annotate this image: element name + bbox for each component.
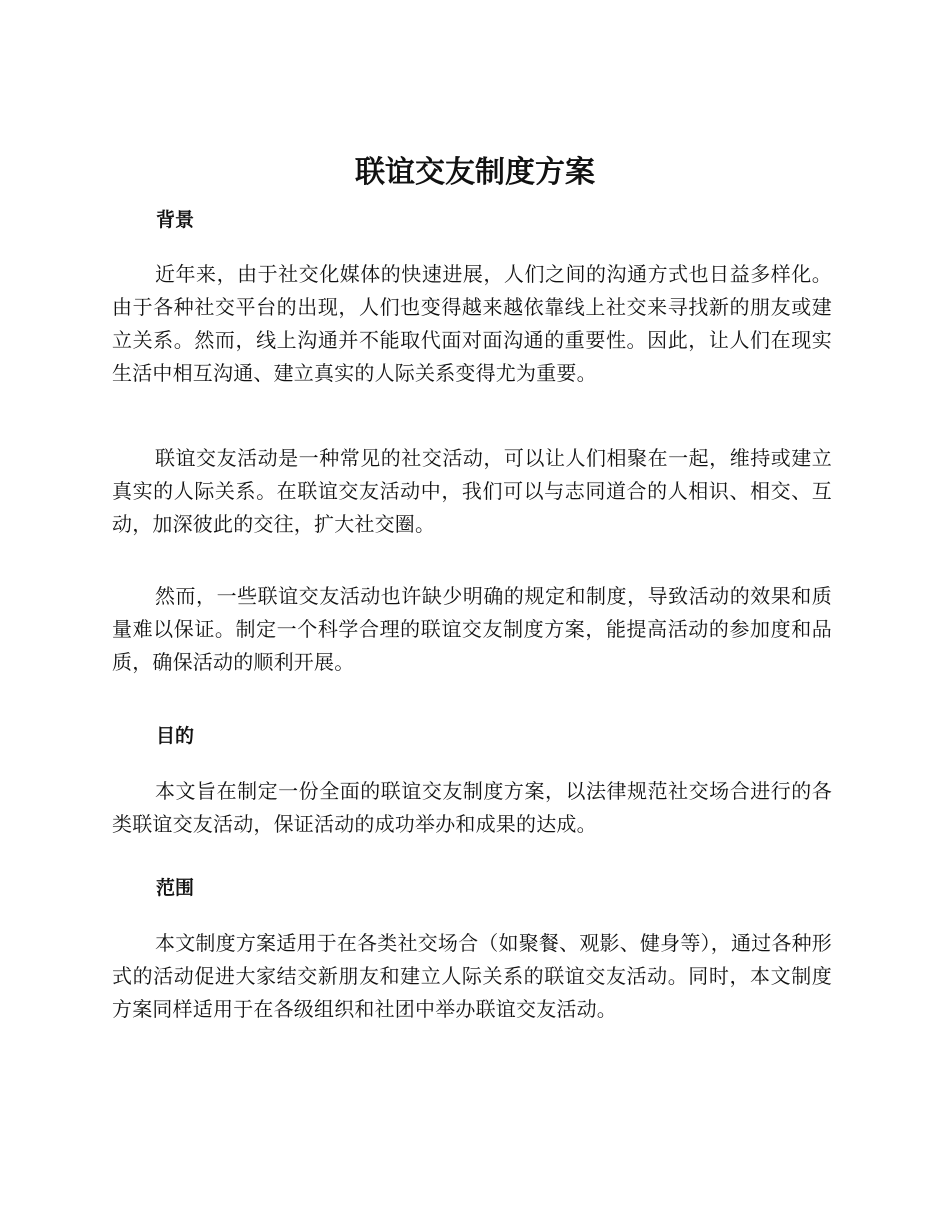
document-title: 联谊交友制度方案 <box>355 155 595 190</box>
section-heading-scope: 范围 <box>156 877 195 899</box>
section-heading-purpose: 目的 <box>156 725 195 747</box>
purpose-paragraph-1: 本文旨在制定一份全面的联谊交友制度方案，以法律规范社交场合进行的各类联谊交友活动，保证活动的成功举办和成果的达成。 <box>112 779 832 836</box>
background-paragraph-2: 联谊交友活动是一种常见的社交活动，可以让人们相聚在一起，维持或建立真实的人际关系。在联谊交友活动中，我们可以与志同道合的人相识、相交、互动，加深彼此的交往，扩大社交圈。 <box>112 446 832 536</box>
scope-paragraph-1: 本文制度方案适用于在各类社交场合（如聚餐、观影、健身等），通过各种形式的活动促进大家结交新朋友和建立人际关系的联谊交友活动。同时，本文制度方案同样适用于在各级组织和社团中举办联谊交友活动。 <box>112 931 832 1021</box>
section-heading-background: 背景 <box>156 209 195 231</box>
background-paragraph-1: 近年来，由于社交化媒体的快速进展，人们之间的沟通方式也日益多样化。由于各种社交平台的出现，人们也变得越来越依靠线上社交来寻找新的朋友或建立关系。然而，线上沟通并不能取代面对面沟通的重要性。因此，让人们在现实生活中相互沟通、建立真实的人际关系变得尤为重要。 <box>112 262 832 385</box>
background-paragraph-3: 然而，一些联谊交友活动也许缺少明确的规定和制度，导致活动的效果和质量难以保证。制定一个科学合理的联谊交友制度方案，能提高活动的参加度和品质，确保活动的顺利开展。 <box>112 584 832 674</box>
